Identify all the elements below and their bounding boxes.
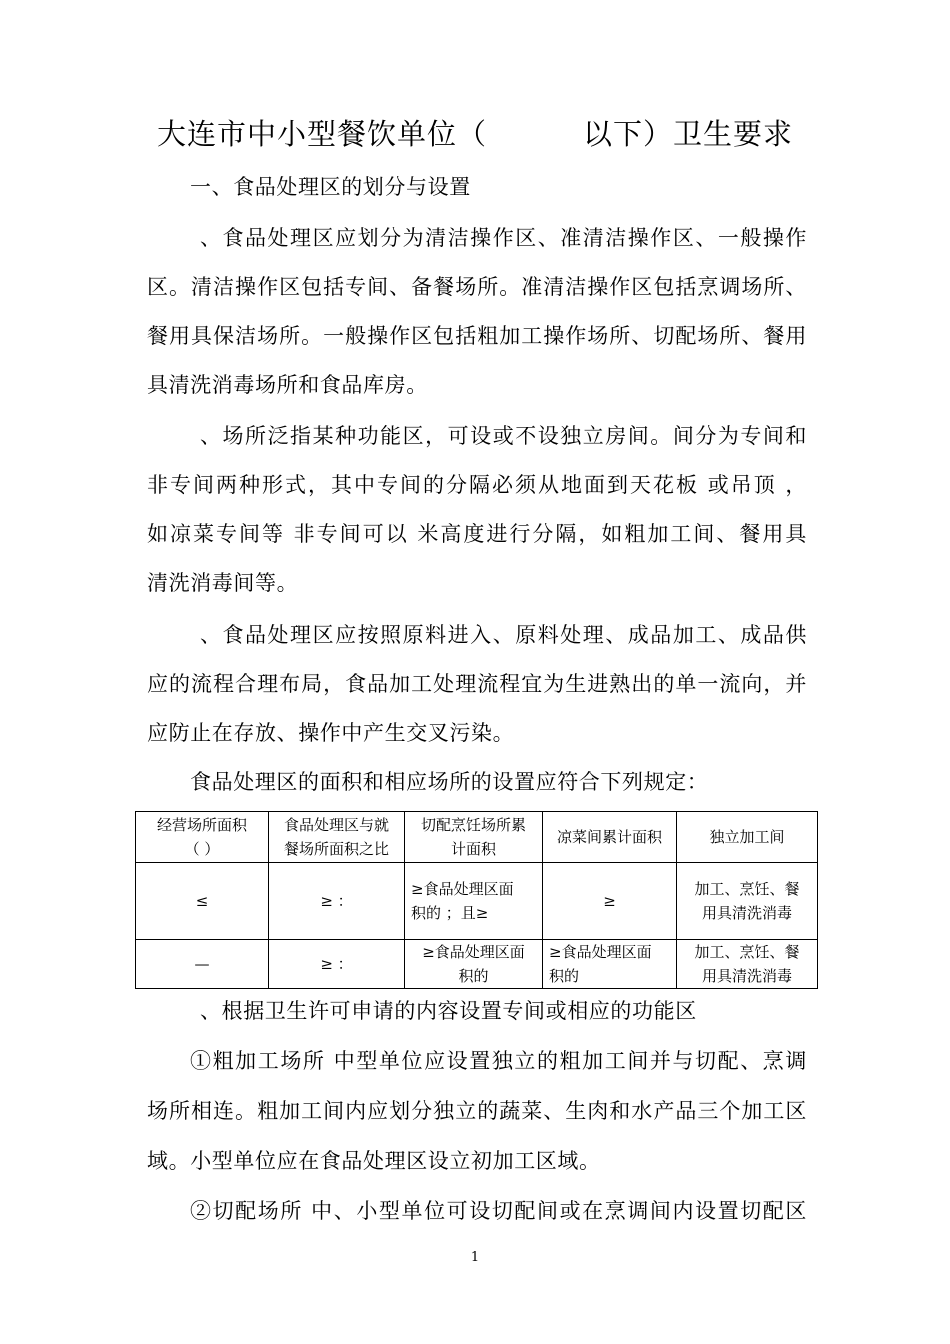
section-heading: 一、食品处理区的划分与设置 bbox=[190, 175, 471, 199]
header-cell bbox=[677, 812, 818, 863]
paragraph-line: 区。清洁操作区包括专间、备餐场所。准清洁操作区包括烹调场所、 bbox=[147, 275, 807, 299]
table-cell bbox=[405, 940, 543, 989]
table-cell bbox=[543, 940, 677, 989]
paragraph-line: 非专间两种形式，其中专间的分隔必须从地面到天花板 或吊顶 ， bbox=[147, 473, 807, 497]
table-cell bbox=[136, 863, 269, 940]
cell-text: 经营场所面积 bbox=[156, 816, 247, 834]
cell-text: ≥ bbox=[603, 892, 616, 910]
title-part-right: 以下）卫生要求 bbox=[583, 117, 794, 151]
paragraph-line: ②切配场所 中、小型单位可设切配间或在烹调间内设置切配区 bbox=[190, 1199, 807, 1223]
paragraph-line: 具清洗消毒场所和食品库房。 bbox=[147, 373, 428, 397]
cell-text: ≥食品处理区面 bbox=[422, 943, 525, 961]
table-cell bbox=[269, 863, 405, 940]
paragraph-line: 、食品处理区应按照原料进入、原料处理、成品加工、成品供 bbox=[200, 623, 807, 647]
paragraph-line: 、根据卫生许可申请的内容设置专间或相应的功能区 bbox=[200, 999, 697, 1023]
header-cell bbox=[136, 812, 269, 863]
paragraph-line: 餐用具保洁场所。一般操作区包括粗加工操作场所、切配场所、餐用 bbox=[147, 324, 807, 348]
paragraph-line: 应的流程合理布局，食品加工处理流程宜为生进熟出的单一流向，并 bbox=[147, 672, 807, 696]
table-intro: 食品处理区的面积和相应场所的设置应符合下列规定： bbox=[190, 770, 709, 794]
cell-text: 独立加工间 bbox=[709, 828, 785, 846]
table-cell bbox=[677, 940, 818, 989]
paragraph-line: ①粗加工场所 中型单位应设置独立的粗加工间并与切配、烹调 bbox=[190, 1049, 807, 1073]
document-title bbox=[0, 112, 950, 153]
header-cell bbox=[269, 812, 405, 863]
cell-text: 餐场所面积之比 bbox=[283, 840, 389, 858]
cell-text: 计面积 bbox=[450, 840, 496, 858]
cell-text: ≤ bbox=[195, 892, 209, 910]
cell-text: ≥食品处理区面 bbox=[411, 880, 514, 898]
paragraph-line: 、场所泛指某种功能区，可设或不设独立房间。间分为专间和 bbox=[200, 424, 807, 448]
paragraph-line: 域。小型单位应在食品处理区设立初加工区域。 bbox=[147, 1149, 601, 1173]
header-cell bbox=[543, 812, 677, 863]
table-row bbox=[136, 940, 818, 989]
paragraph-line: 场所相连。粗加工间内应划分独立的蔬菜、生肉和水产品三个加工区 bbox=[147, 1099, 807, 1123]
cell-text: 加工、烹饪、餐 bbox=[694, 880, 800, 898]
cell-text: 积的 bbox=[458, 967, 489, 985]
cell-text: 积的 bbox=[549, 967, 580, 985]
paragraph-line: 清洗消毒间等。 bbox=[147, 571, 299, 595]
cell-text: ≥ ： bbox=[320, 955, 353, 973]
cell-text: （ ） bbox=[184, 840, 220, 858]
header-cell bbox=[405, 812, 543, 863]
table-cell bbox=[543, 863, 677, 940]
cell-text: 切配烹饪场所累 bbox=[420, 816, 526, 834]
table-header-row bbox=[136, 812, 818, 863]
table-row bbox=[136, 863, 818, 940]
cell-text: — bbox=[194, 955, 210, 973]
cell-text: 用具清洗消毒 bbox=[701, 967, 792, 985]
cell-text: 用具清洗消毒 bbox=[701, 904, 792, 922]
requirements-table bbox=[135, 811, 818, 989]
cell-text: ≥ ： bbox=[320, 892, 353, 910]
table-cell bbox=[269, 940, 405, 989]
cell-text: 食品处理区与就 bbox=[283, 816, 389, 834]
cell-text: 凉菜间累计面积 bbox=[556, 828, 662, 846]
paragraph-line: 、食品处理区应划分为清洁操作区、准清洁操作区、一般操作 bbox=[200, 226, 807, 250]
table-cell bbox=[136, 940, 269, 989]
cell-text: 加工、烹饪、餐 bbox=[694, 943, 800, 961]
paragraph-line: 应防止在存放、操作中产生交叉污染。 bbox=[147, 721, 515, 745]
cell-text: ≥食品处理区面 bbox=[549, 943, 652, 961]
page-number: 1 bbox=[470, 1250, 480, 1265]
cell-text: 积的 ；且≥ bbox=[411, 904, 489, 922]
title-part-left: 大连市中小型餐饮单位（ bbox=[156, 117, 487, 151]
table-cell bbox=[677, 863, 818, 940]
table-cell bbox=[405, 863, 543, 940]
paragraph-line: 如凉菜专间等 非专间可以 米高度进行分隔，如粗加工间、餐用具 bbox=[147, 522, 807, 546]
